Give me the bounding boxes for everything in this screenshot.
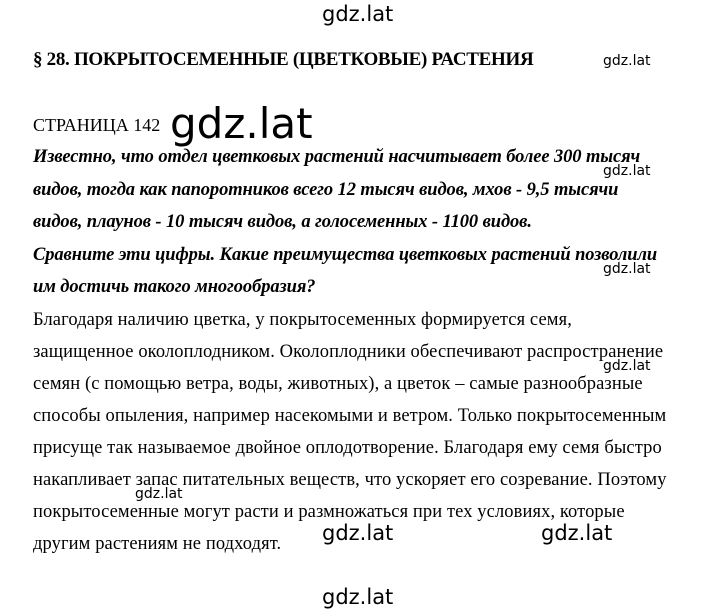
page-label: СТРАНИЦА 142 [33, 115, 161, 135]
watermark-footer: gdz.lat [322, 585, 394, 609]
watermark-bottom-center: gdz.lat [322, 521, 394, 545]
watermark-large: gdz.lat [170, 99, 313, 148]
answer-line: покрытосеменные могут расти и размножаться при тех условиях, которые [33, 502, 625, 522]
answer-line: другим растениям не подходят. [33, 534, 282, 554]
question-line: видов, тогда как папоротников всего 12 тысяч видов, мхов - 9,5 тысячи [33, 180, 619, 200]
watermark-right-2: gdz.lat [603, 163, 651, 179]
answer-line: способы опыления, например насекомыми и ветром. Только покрытосеменным [33, 406, 667, 426]
question-line: им достичь такого многообразия? [33, 277, 316, 297]
watermark-right-3: gdz.lat [603, 261, 651, 277]
answer-line: Благодаря наличию цветка, у покрытосеменных формируется семя, [33, 310, 572, 330]
answer-line: накапливает запас питательных веществ, что ускоряет его созревание. Поэтому [33, 470, 667, 490]
question-line: Сравните эти цифры. Какие преимущества цветковых растений позволили [33, 245, 658, 265]
answer-line: защищенное околоплодником. Околоплодники обеспечивают распространение [33, 342, 664, 362]
answer-line: семян (с помощью ветра, воды, животных), а цветок – самые разнообразные [33, 374, 643, 394]
watermark-left: gdz.lat [135, 486, 183, 502]
watermark-right-1: gdz.lat [603, 53, 651, 69]
question-line: видов, плаунов - 10 тысяч видов, а голосеменных - 1100 видов. [33, 212, 532, 232]
watermark-top: gdz.lat [322, 2, 394, 26]
answer-line: присуще так называемое двойное оплодотворение. Благодаря ему семя быстро [33, 438, 662, 458]
question-line: Известно, что отдел цветковых растений насчитывает более 300 тысяч [33, 147, 641, 167]
watermark-bottom-right: gdz.lat [541, 521, 613, 545]
section-title: § 28. ПОКРЫТОСЕМЕННЫЕ (ЦВЕТКОВЫЕ) РАСТЕНИЯ [33, 49, 534, 70]
watermark-right-4: gdz.lat [603, 358, 651, 374]
